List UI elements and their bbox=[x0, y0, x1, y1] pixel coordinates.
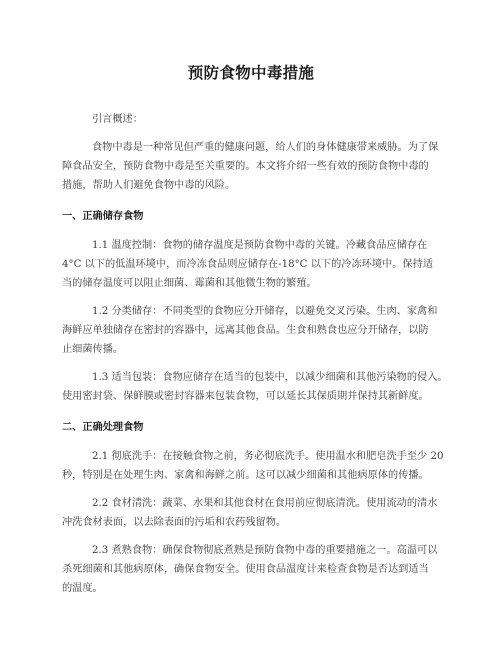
paragraph-packaging bbox=[62, 368, 448, 406]
text-line: 障食品安全，预防食物中毒是至关重要的。本文将介绍一些有效的预防食物中毒的 bbox=[62, 161, 429, 172]
text-line: 的温度。 bbox=[62, 583, 103, 594]
text-line: 1.1 温度控制：食物的储存温度是预防食物中毒的关键。冷藏食品应储存在 bbox=[92, 240, 428, 251]
text-line: 食物中毒是一种常见但严重的健康问题，给人们的身体健康带来威胁。为了保 bbox=[92, 142, 439, 153]
paragraph-temperature-control bbox=[62, 236, 440, 293]
text-line: 1.3 适当包装：食物应储存在适当的包装中，以减少细菌和其他污染物的侵入。 bbox=[92, 372, 448, 383]
section-heading-handling: 二、正确处理食物 bbox=[62, 422, 144, 433]
text-line: 2.3 煮熟食物：确保食物彻底煮熟是预防食物中毒的重要措施之一。高温可以 bbox=[92, 545, 438, 556]
text-line: 1.2 分类储存：不同类型的食物应分开储存，以避免交叉污染。生肉、家禽和 bbox=[92, 306, 438, 317]
text-line: 秒，特别是在处理生肉、家禽和海鲜之前。这可以减少细菌和其他病原体的传播。 bbox=[62, 470, 429, 481]
paragraph-cook-thoroughly bbox=[62, 541, 440, 598]
text-line: 2.1 彻底洗手：在接触食物之前，务必彻底洗手。使用温水和肥皂洗手至少 20 bbox=[92, 451, 444, 462]
text-line: 止细菌传播。 bbox=[62, 344, 124, 355]
text-line: 使用密封袋、保鲜膜或密封容器来包装食物，可以延长其保质期并保持其新鲜度。 bbox=[62, 391, 429, 402]
text-line: 杀死细菌和其他病原体，确保食物安全。使用食品温度计来检查食物是否达到适当 bbox=[62, 564, 429, 575]
document-title: 预防食物中毒措施 bbox=[187, 64, 315, 82]
text-line: 冲洗食材表面，以去除表面的污垢和农药残留物。 bbox=[62, 517, 287, 528]
intro-paragraph bbox=[62, 138, 440, 195]
text-line: 措施，帮助人们避免食物中毒的风险。 bbox=[62, 180, 236, 191]
paragraph-washing-ingredients bbox=[62, 494, 440, 532]
text-line: 当的储存温度可以阻止细菌、霉菌和其他微生物的繁殖。 bbox=[62, 278, 317, 289]
text-line: 2.2 食材清洗：蔬菜、水果和其他食材在食用前应彻底清洗。使用流动的清水 bbox=[92, 498, 438, 509]
intro-label: 引言概述： bbox=[92, 114, 143, 125]
text-line: 4°C 以下的低温环境中，而冷冻食品则应储存在-18°C 以下的冷冻环境中。保持适 bbox=[62, 259, 433, 270]
paragraph-hand-washing bbox=[62, 447, 444, 485]
text-line: 海鲜应单独储存在密封的容器中，远离其他食品。生食和熟食也应分开储存，以防 bbox=[62, 325, 429, 336]
section-heading-storage: 一、正确储存食物 bbox=[62, 211, 144, 222]
paragraph-separate-storage bbox=[62, 302, 440, 359]
